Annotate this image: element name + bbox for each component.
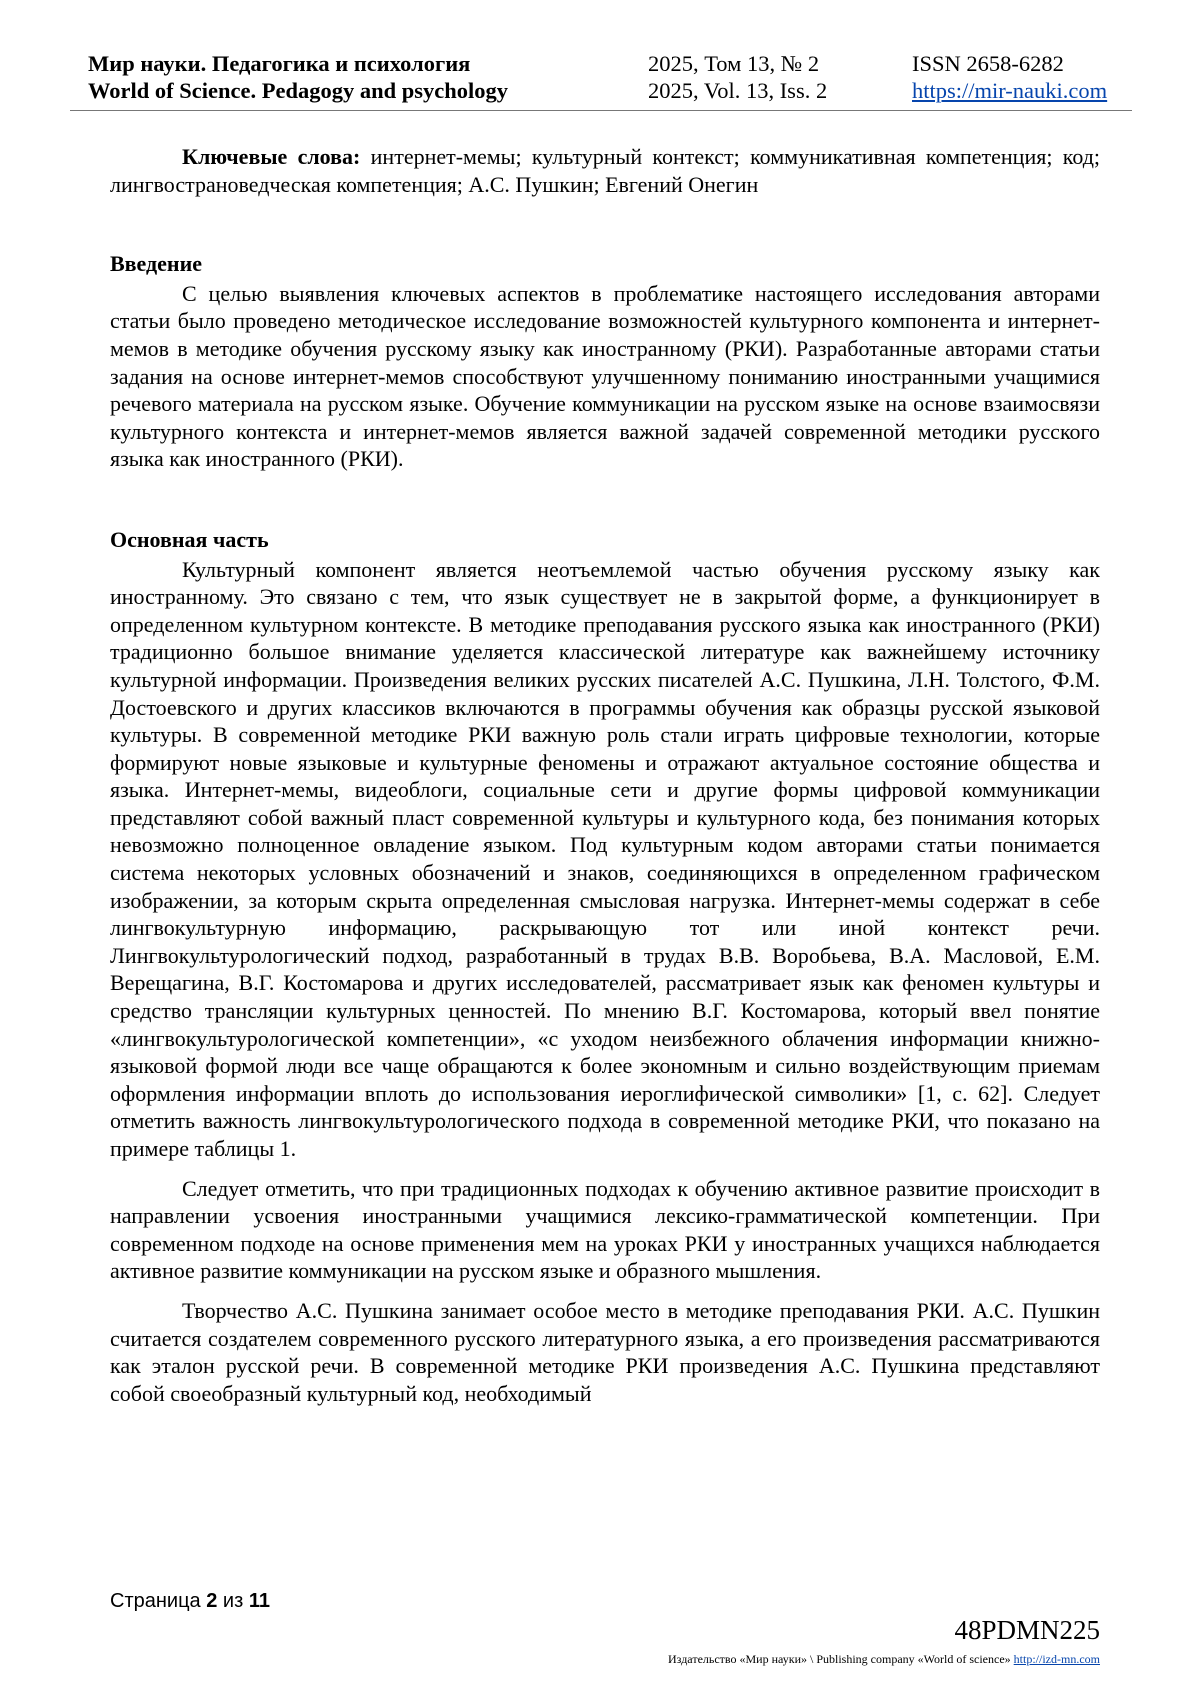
issue-block	[648, 50, 827, 104]
page-current: 2	[206, 1590, 218, 1612]
main-paragraph-3: Творчество А.С. Пушкина занимает особое место в методике преподавания РКИ. А.С. Пушкин считается создателем современного русского литературного языка, а его произведения рассматриваются как эталон русской речи. В современной методике РКИ произведения А.С. Пушкина представляют собой своеобразный культурный код, необходимый	[110, 1297, 1100, 1406]
keywords-label: Ключевые слова:	[182, 144, 361, 169]
intro-paragraph: С целью выявления ключевых аспектов в проблематике настоящего исследования авторами статьи было проведено методическое исследование возможностей культурного компонента и интернет-мемов в методике обучения русскому языку как иностранному (РКИ). Разработанные авторами статьи задания на основе интернет-мемов способствуют улучшенному пониманию иностранными учащимися речевого материала на русском языке. Обучение коммуникации на русском языке на основе взаимосвязи культурного контекста и интернет-мемов является важной задачей современной методики русского языка как иностранного (РКИ).	[110, 280, 1100, 472]
keywords-text: интернет-мемы; культурный контекст; коммуникативная компетенция; код; лингвострановедческая компетенция; А.С. Пушкин; Евгений Онегин	[110, 144, 1101, 197]
header-divider	[70, 110, 1132, 111]
journal-title-ru: Мир науки. Педагогика и психология	[88, 51, 471, 76]
journal-title-block	[88, 50, 508, 104]
page-separator: из	[222, 1590, 244, 1612]
page-label: Страница	[110, 1590, 201, 1612]
section-heading-main: Основная часть	[110, 526, 269, 552]
section-heading-introduction: Введение	[110, 251, 203, 277]
issue-en: 2025, Vol. 13, Iss. 2	[648, 78, 828, 103]
keywords-paragraph	[110, 143, 1100, 198]
journal-title-en: World of Science. Pedagogy and psychology	[88, 78, 509, 103]
journal-header	[88, 50, 1122, 116]
issue-ru: 2025, Том 13, № 2	[648, 51, 820, 76]
page-number	[110, 1590, 270, 1613]
publisher-text: Издательство «Мир науки» \ Publishing company «World of science»	[668, 1652, 1011, 1666]
publisher-url-link[interactable]: http://izd-mn.com	[1013, 1652, 1100, 1666]
page-total: 11	[248, 1590, 270, 1612]
article-code: 48PDMN225	[954, 1615, 1100, 1645]
article-body	[110, 143, 1100, 1407]
journal-url-link[interactable]: https://mir-nauki.com	[912, 78, 1108, 103]
main-paragraph-2: Следует отметить, что при традиционных подходах к обучению активное развитие происходит в направлении усвоения иностранными учащимися лексико-грамматической компетенции. При современном подходе на основе применения мем на уроках РКИ у иностранных учащихся наблюдается активное развитие коммуникации на русском языке и образного мышления.	[110, 1175, 1100, 1284]
publisher-line	[668, 1652, 1100, 1667]
main-paragraph-1: Культурный компонент является неотъемлемой частью обучения русскому языку как иностранному. Это связано с тем, что язык существует не в закрытой форме, а функционирует в определенном культурном контексте. В методике преподавания русского языка как иностранного (РКИ) традиционно большое внимание уделяется классической литературе как важнейшему источнику культурной информации. Произведения великих русских писателей А.С. Пушкина, Л.Н. Толстого, Ф.М. Достоевского и других классиков включаются в программы обучения как образцы русской языковой культуры. В современной методике РКИ важную роль стали играть цифровые технологии, которые формируют новые языковые и культурные феномены и отражают актуальное состояние общества и языка. Интернет-мемы, видеоблоги, социальные сети и другие формы цифровой коммуникации представляют собой важный пласт современной культуры и культурного кода, без понимания которых невозможно полноценное овладение языком. Под культурным кодом авторами статьи понимается система некоторых условных обозначений и знаков, соединяющихся в определенном графическом изображении, за которым скрыта определенная смысловая нагрузка. Интернет-мемы содержат в себе лингвокультурную информацию, раскрывающую тот или иной контекст речи. Лингвокультурологический подход, разработанный в трудах В.В. Воробьева, В.А. Масловой, Е.М. Верещагина, В.Г. Костомарова и других исследователей, рассматривает язык как феномен культуры и средство трансляции культурных ценностей. По мнению В.Г. Костомарова, который ввел понятие «лингвокультурологической компетенции», «с уходом неизбежного облачения информации книжно-языковой формой люди все чаще обращаются к более экономным и сильно воздействующим приемам оформления информации вплоть до использования иероглифической символики» [1, с. 62]. Следует отметить важность лингвокультурологического подхода в современной методике РКИ, что показано на примере таблицы 1.	[110, 556, 1100, 1161]
issn: ISSN 2658-6282	[912, 51, 1064, 76]
issn-block	[912, 50, 1107, 104]
